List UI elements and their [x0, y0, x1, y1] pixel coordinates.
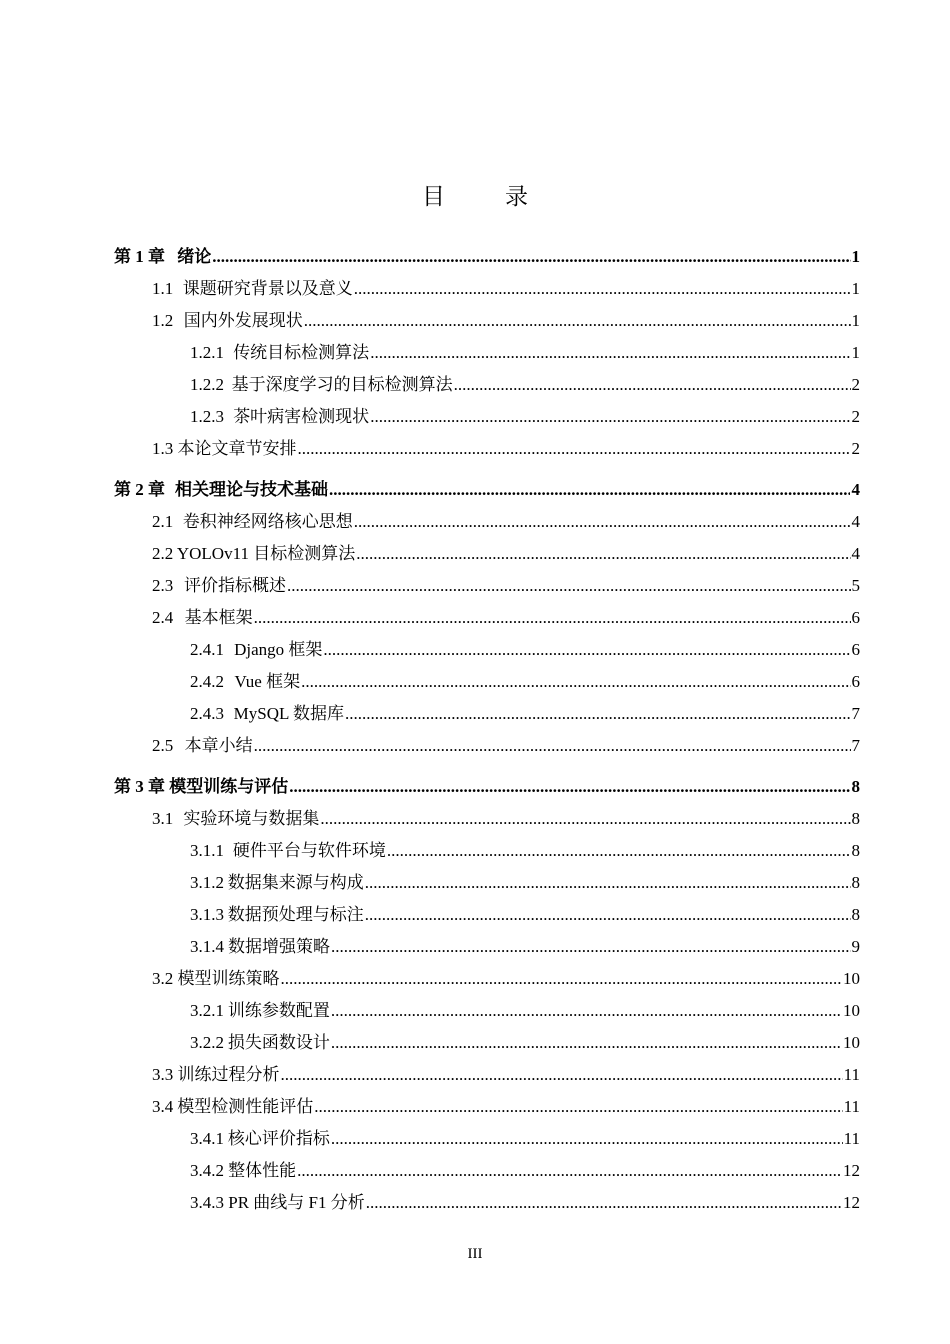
toc-dot-leader: [331, 1128, 843, 1150]
toc-entry-page: 8: [851, 873, 860, 892]
toc-entry-page: 1: [851, 247, 860, 266]
toc-dot-leader: [254, 607, 851, 629]
toc-entry-number: 3.1.1: [190, 841, 224, 860]
toc-entry-title: 硬件平台与软件环境: [232, 841, 386, 860]
toc-dot-leader: [254, 735, 851, 757]
toc-entry-title: 国内外发展现状: [183, 311, 303, 330]
toc-entry-number: 3.4.3: [190, 1193, 224, 1212]
toc-entry-title: 本章小结: [184, 736, 253, 755]
toc-entry-title: 核心评价指标: [227, 1129, 330, 1148]
toc-entry-title: 损失函数设计: [227, 1033, 330, 1052]
toc-dot-leader: [297, 438, 850, 460]
toc-dot-leader: [301, 671, 850, 693]
toc-entry-page: 11: [843, 1097, 860, 1116]
toc-entry: [152, 1096, 860, 1118]
toc-entry: [190, 406, 860, 428]
toc-entry-title: YOLOv11 目标检测算法: [173, 544, 356, 563]
toc-entry-page: 6: [851, 672, 860, 691]
toc-entry-title: Vue 框架: [234, 672, 301, 691]
toc-entry-number: 3.2.2: [190, 1033, 224, 1052]
toc-entry-number: 第 3 章: [114, 777, 165, 796]
toc-dot-leader: [323, 639, 850, 661]
toc-dot-leader: [331, 1032, 842, 1054]
toc-entry: [190, 872, 860, 894]
toc-entry-page: 6: [851, 608, 860, 627]
toc-entry-number: 2.4: [152, 608, 174, 627]
toc-entry-number: 2.2: [152, 544, 174, 563]
toc-entry-page: 8: [851, 809, 860, 828]
toc-dot-leader: [387, 840, 851, 862]
toc-entry-page: 1: [851, 343, 860, 362]
toc-dot-leader: [287, 575, 850, 597]
toc-entry-title: 整体性能: [228, 1161, 297, 1180]
toc-dot-leader: [345, 703, 850, 725]
toc-entry-title: 模型检测性能评估: [177, 1097, 314, 1116]
toc-entry: [190, 342, 860, 364]
toc-entry: [190, 1000, 860, 1022]
toc-entry: [114, 246, 860, 268]
toc-entry: [190, 1128, 860, 1150]
toc-dot-leader: [454, 374, 851, 396]
toc-entry-title: 数据预处理与标注: [227, 905, 364, 924]
toc-entry-page: 8: [851, 905, 860, 924]
toc-entry: [190, 1192, 860, 1214]
toc-entry: [190, 374, 860, 396]
toc-entry-number: 1.3: [152, 439, 174, 458]
toc-entry-page: 5: [851, 576, 860, 595]
toc-entry-title: 卷积神经网络核心思想: [182, 512, 353, 531]
toc-entry: [152, 543, 860, 565]
toc-entry-page: 8: [851, 841, 860, 860]
toc-entry-title: Django 框架: [234, 640, 323, 659]
toc-entry-title: PR 曲线与 F1 分析: [224, 1193, 365, 1212]
toc-entry: [152, 278, 860, 300]
toc-entry-title: 基于深度学习的目标检测算法: [231, 375, 453, 394]
toc-dot-leader: [212, 246, 850, 268]
toc-dot-leader: [331, 1000, 842, 1022]
toc-entry-number: 2.4.2: [190, 672, 224, 691]
toc-entry-page: 2: [851, 439, 860, 458]
toc-dot-leader: [370, 406, 850, 428]
toc-entry-number: 2.5: [152, 736, 174, 755]
toc-entry-title: 评价指标概述: [184, 576, 287, 595]
toc-entry-number: 3.1.4: [190, 937, 224, 956]
toc-entry-number: 1.1: [152, 279, 174, 298]
toc-entry-number: 2.3: [152, 576, 174, 595]
toc-entry-page: 12: [843, 1161, 860, 1180]
toc-entry-page: 4: [851, 544, 860, 563]
toc-entry: [190, 1032, 860, 1054]
toc-title: [0, 178, 950, 211]
toc-entry: [114, 776, 860, 798]
toc-entry-number: 3.4.2: [190, 1161, 224, 1180]
toc-entry-page: 1: [851, 279, 860, 298]
toc-entry-number: 3.1: [152, 809, 174, 828]
toc-dot-leader: [365, 904, 851, 926]
toc-dot-leader: [365, 872, 851, 894]
toc-entry-title: 模型训练策略: [177, 969, 280, 988]
toc-dot-leader: [356, 543, 850, 565]
toc-dot-leader: [366, 1192, 842, 1214]
toc-entry: [190, 840, 860, 862]
toc-entry-title: 课题研究背景以及意义: [182, 279, 353, 298]
toc-entry-page: 11: [843, 1129, 860, 1148]
toc-entry: [152, 438, 860, 460]
toc-entry-title: MySQL 数据库: [233, 704, 345, 723]
toc-entry-title: 本论文章节安排: [177, 439, 297, 458]
toc-entry-number: 1.2.3: [190, 407, 224, 426]
toc-entry: [152, 310, 860, 332]
toc-entry-number: 第 2 章: [114, 480, 165, 499]
toc-entry-title: 实验环境与数据集: [183, 809, 320, 828]
toc-dot-leader: [297, 1160, 842, 1182]
toc-dot-leader: [320, 808, 850, 830]
toc-entry: [190, 936, 860, 958]
toc-entry-number: 3.4.1: [190, 1129, 224, 1148]
toc-entry-page: 2: [851, 407, 860, 426]
toc-entry-page: 12: [843, 1193, 860, 1212]
toc-dot-leader: [354, 511, 851, 533]
toc-entry-page: 1: [851, 311, 860, 330]
toc-entry-number: 第 1 章: [114, 247, 165, 266]
toc-dot-leader: [354, 278, 851, 300]
page-number-footer: III: [467, 1246, 483, 1262]
toc-entry: [152, 607, 860, 629]
toc-entry-title: 绪论: [177, 247, 212, 266]
toc-entry-title: 相关理论与技术基础: [174, 480, 328, 499]
toc-dot-leader: [281, 968, 842, 990]
toc-entry-page: 10: [843, 1033, 860, 1052]
toc-entry: [190, 639, 860, 661]
toc-entry-title: 数据增强策略: [227, 937, 330, 956]
toc-entry-number: 3.2.1: [190, 1001, 224, 1020]
toc-dot-leader: [370, 342, 850, 364]
toc-entry-page: 6: [851, 640, 860, 659]
toc-entry-page: 7: [851, 704, 860, 723]
toc-entry-page: 8: [851, 777, 860, 796]
toc-entry-page: 2: [851, 375, 860, 394]
toc-entry-title: 模型训练与评估: [169, 777, 289, 796]
toc-entry-page: 10: [843, 969, 860, 988]
toc-entry-page: 10: [843, 1001, 860, 1020]
toc-entry-title: 训练参数配置: [227, 1001, 330, 1020]
toc-entry: [152, 808, 860, 830]
toc-entry-number: 3.1.2: [190, 873, 224, 892]
toc-dot-leader: [314, 1096, 842, 1118]
toc-entry-number: 1.2: [152, 311, 174, 330]
toc-entry: [152, 575, 860, 597]
toc-entry-page: 4: [851, 512, 860, 531]
toc-dot-leader: [289, 776, 850, 798]
toc-dot-leader: [331, 936, 851, 958]
toc-entry-number: 2.4.3: [190, 704, 224, 723]
toc-entry-title: 数据集来源与构成: [227, 873, 364, 892]
toc-title-char-1: 目: [422, 184, 445, 209]
toc-entry-title: 基本框架: [184, 608, 253, 627]
toc-entry: [190, 1160, 860, 1182]
toc-entry-page: 9: [851, 937, 860, 956]
toc-entry-page: 11: [843, 1065, 860, 1084]
toc-entry-number: 3.2: [152, 969, 174, 988]
toc-entry-title: 传统目标检测算法: [233, 343, 370, 362]
toc-entry-title: 训练过程分析: [177, 1065, 280, 1084]
toc-entry-number: 3.3: [152, 1065, 174, 1084]
toc-dot-leader: [281, 1064, 843, 1086]
toc-entry-page: 7: [851, 736, 860, 755]
toc-entry-page: 4: [851, 480, 860, 499]
toc-entry-number: 3.4: [152, 1097, 174, 1116]
toc-entry-number: 1.2.2: [190, 375, 224, 394]
toc-entry-number: 2.1: [152, 512, 174, 531]
toc-title-char-2: 录: [505, 184, 528, 209]
toc-entry: [190, 703, 860, 725]
toc-entry: [114, 479, 860, 501]
toc-dot-leader: [304, 310, 851, 332]
toc-entry: [152, 968, 860, 990]
toc-entry: [190, 671, 860, 693]
toc-entry: [190, 904, 860, 926]
toc-entry-title: 茶叶病害检测现状: [233, 407, 370, 426]
toc-entry-number: 1.2.1: [190, 343, 224, 362]
toc-dot-leader: [329, 479, 851, 501]
toc-entry: [152, 1064, 860, 1086]
toc-entry: [152, 735, 860, 757]
toc-entry-number: 2.4.1: [190, 640, 224, 659]
toc-entry: [152, 511, 860, 533]
toc-entry-number: 3.1.3: [190, 905, 224, 924]
